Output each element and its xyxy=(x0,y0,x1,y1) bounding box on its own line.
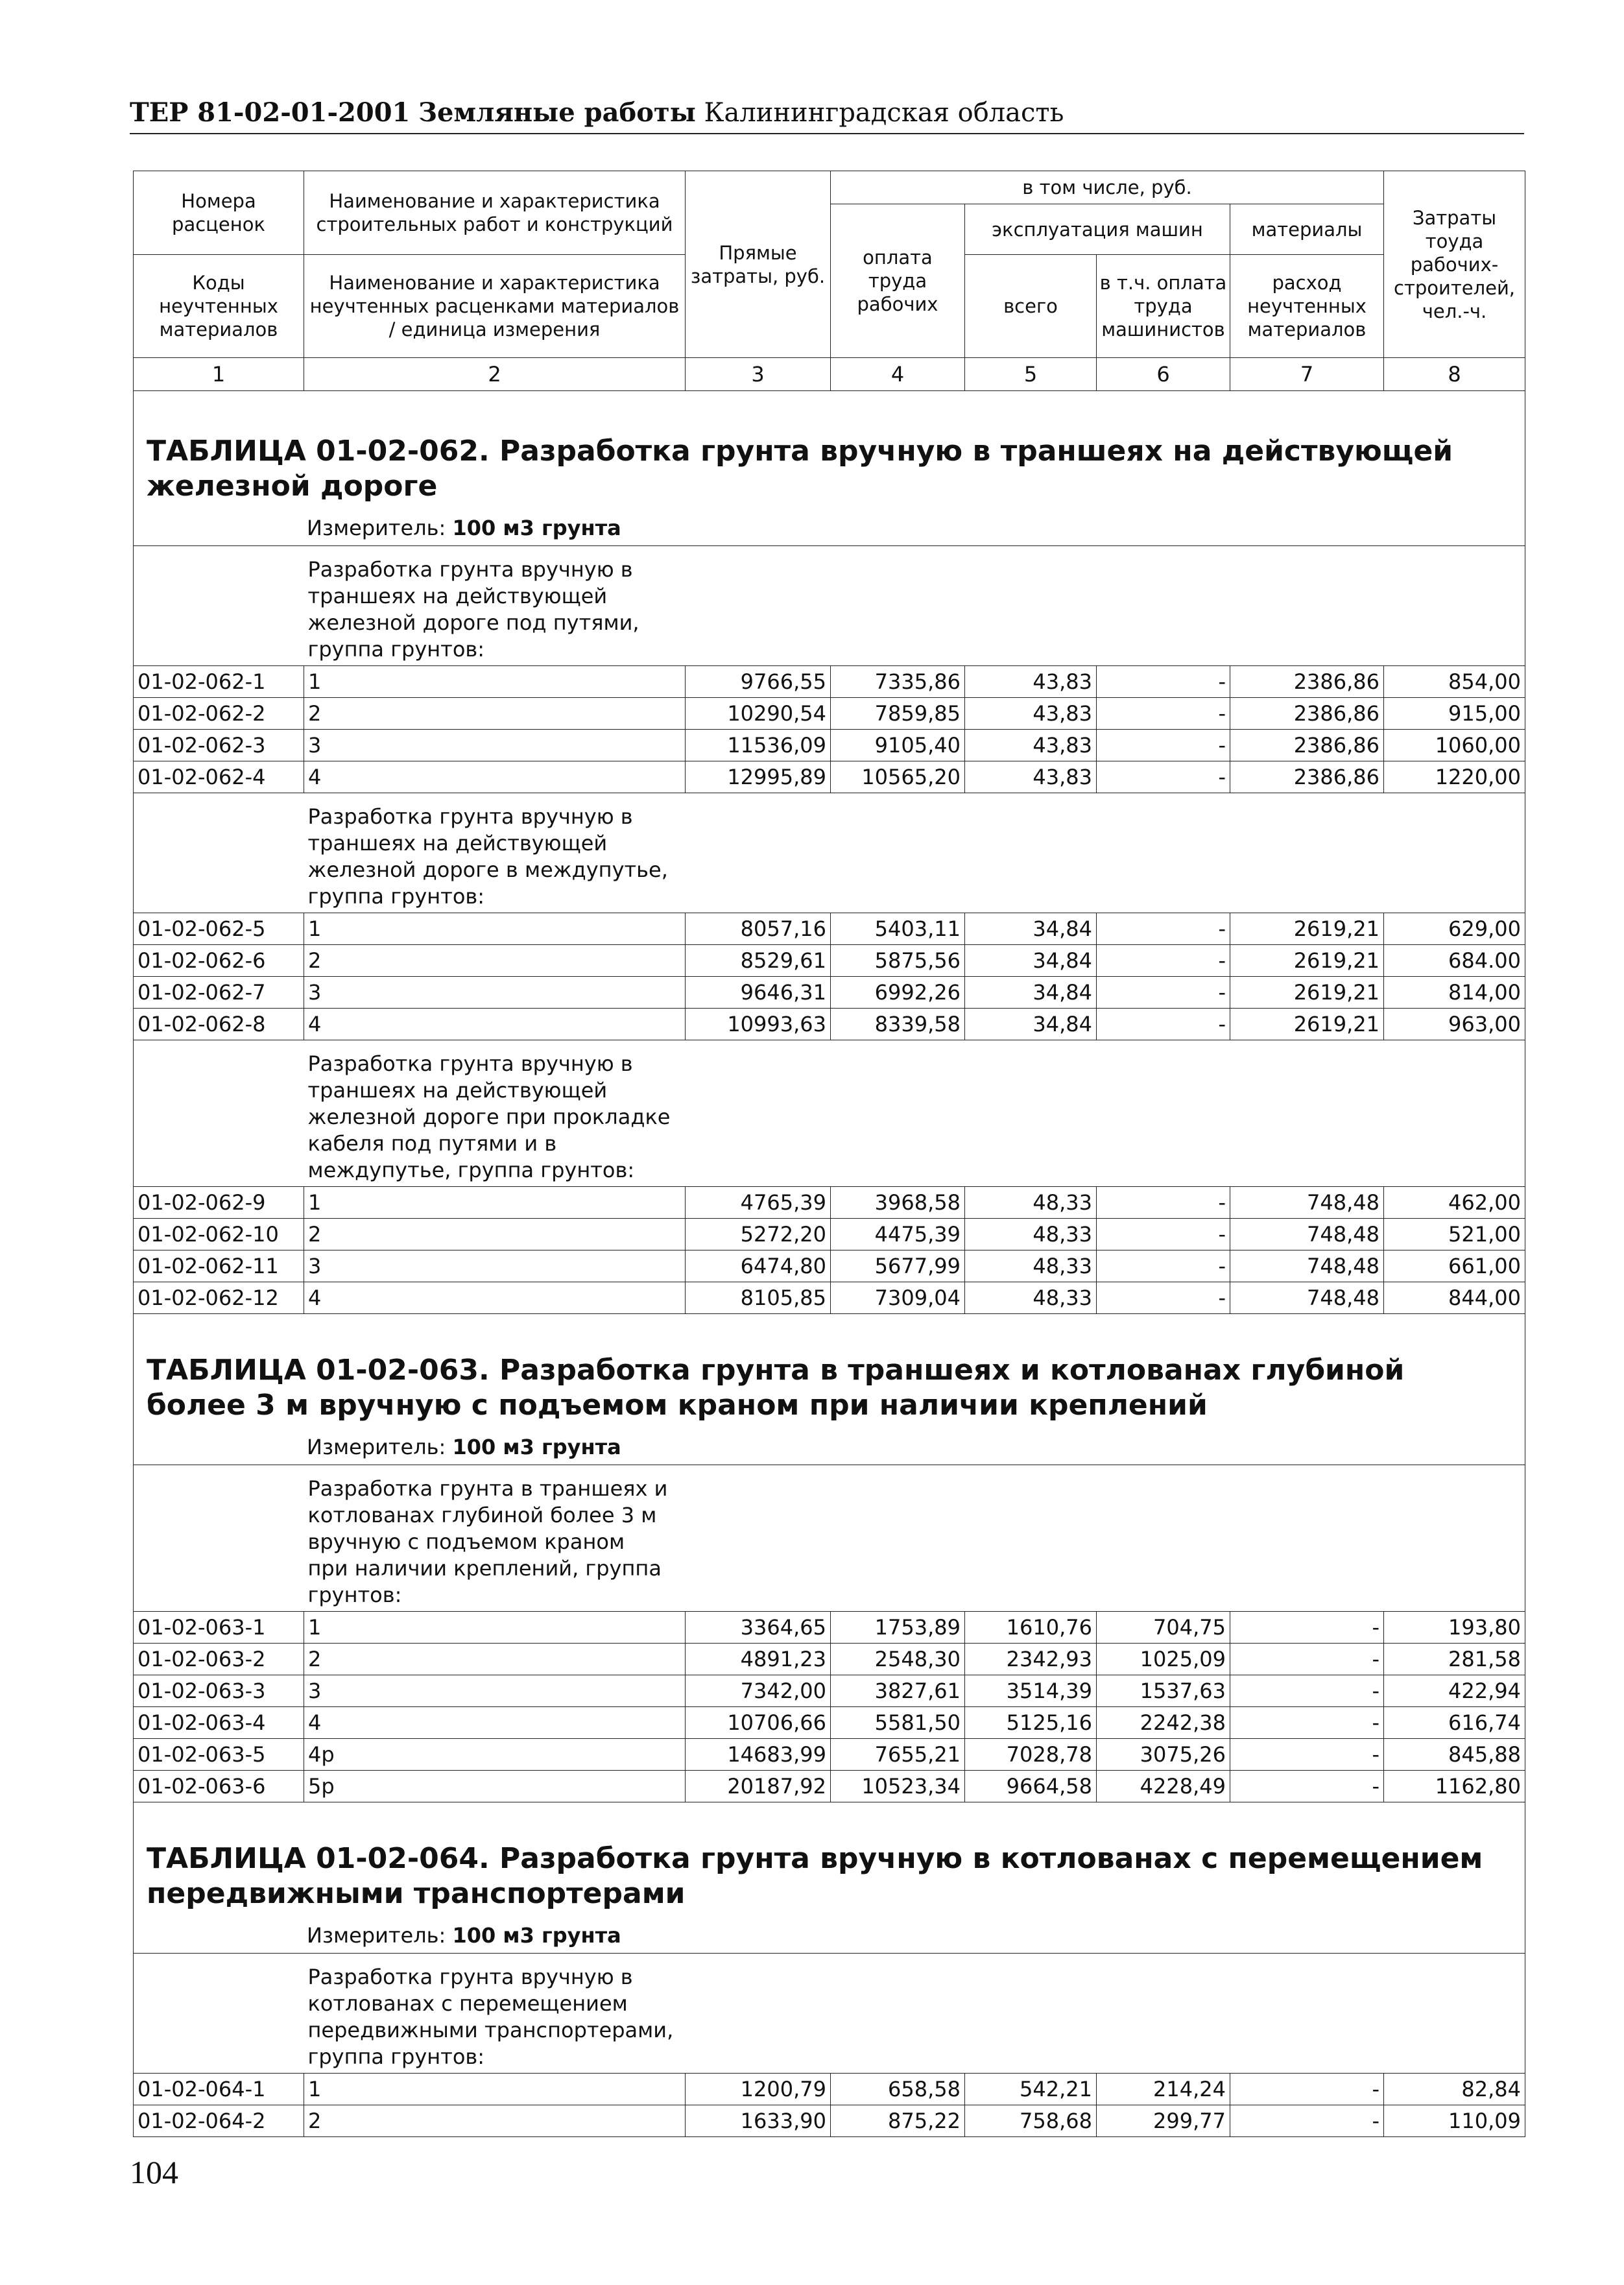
rate-code: 01-02-063-2 xyxy=(134,1644,304,1675)
value-cell: 4228,49 xyxy=(1097,1771,1230,1802)
value-cell: 10565,20 xyxy=(831,761,965,793)
empty-cell xyxy=(134,1954,304,2074)
description-line: группа грунтов: xyxy=(307,637,485,662)
value-cell: 2619,21 xyxy=(1230,977,1384,1009)
rate-code: 01-02-063-1 xyxy=(134,1612,304,1644)
table-row xyxy=(134,1219,1525,1250)
group-description-row xyxy=(134,1465,1525,1612)
value-cell: - xyxy=(1097,730,1230,761)
measure-value: 100 м3 грунта xyxy=(452,516,621,540)
rate-code: 01-02-062-3 xyxy=(134,730,304,761)
value-cell: 963,00 xyxy=(1384,1009,1525,1040)
col1-top-label: Номера расценок xyxy=(134,171,304,255)
group-description-row xyxy=(134,1954,1525,2074)
section-title-row xyxy=(134,1802,1525,1919)
description-line: железной дороге под путями, xyxy=(307,610,639,635)
rate-code: 01-02-062-11 xyxy=(134,1250,304,1282)
soil-group: 3 xyxy=(304,1250,686,1282)
value-cell: 2386,86 xyxy=(1230,698,1384,730)
value-cell: 542,21 xyxy=(965,2074,1097,2105)
table-row xyxy=(134,1250,1525,1282)
column-number: 6 xyxy=(1097,358,1230,391)
table-row xyxy=(134,1612,1525,1644)
table-row xyxy=(134,977,1525,1009)
value-cell: 7335,86 xyxy=(831,666,965,698)
value-cell: 875,22 xyxy=(831,2105,965,2137)
table-row xyxy=(134,1739,1525,1771)
column-number: 3 xyxy=(686,358,831,391)
value-cell: 1610,76 xyxy=(965,1612,1097,1644)
table-row xyxy=(134,1771,1525,1802)
measure-label: Измеритель: xyxy=(307,1435,446,1459)
description-line: железной дороге при прокладке xyxy=(307,1105,671,1129)
value-cell: 5677,99 xyxy=(831,1250,965,1282)
value-cell: 1753,89 xyxy=(831,1612,965,1644)
value-cell: - xyxy=(1097,1009,1230,1040)
rate-code: 01-02-064-2 xyxy=(134,2105,304,2137)
col4-label: оплата труда рабочих xyxy=(831,204,965,358)
value-cell: 3364,65 xyxy=(686,1612,831,1644)
soil-group: 1 xyxy=(304,1187,686,1219)
value-cell: 7859,85 xyxy=(831,698,965,730)
empty-cell xyxy=(134,793,304,913)
value-cell: 9646,31 xyxy=(686,977,831,1009)
value-cell: 5581,50 xyxy=(831,1707,965,1739)
table-row xyxy=(134,1675,1525,1707)
description-line: Разработка грунта в траншеях и xyxy=(307,1476,668,1501)
value-cell: 5403,11 xyxy=(831,913,965,945)
measure-unit xyxy=(134,510,1525,546)
soil-group: 2 xyxy=(304,945,686,977)
value-cell: 34,84 xyxy=(965,1009,1097,1040)
description-line: котлованах с перемещением xyxy=(307,1991,628,2016)
value-cell: 6474,80 xyxy=(686,1250,831,1282)
value-cell: 4765,39 xyxy=(686,1187,831,1219)
value-cell: 14683,99 xyxy=(686,1739,831,1771)
value-cell: 7028,78 xyxy=(965,1739,1097,1771)
col2-top-label: Наименование и характеристика строительных работ и конструкций xyxy=(304,171,686,255)
value-cell: 3968,58 xyxy=(831,1187,965,1219)
soil-group: 3 xyxy=(304,730,686,761)
col6-label: в т.ч. оплата труда машинистов xyxy=(1097,255,1230,358)
description-line: междупутье, группа грунтов: xyxy=(307,1158,635,1182)
table-row xyxy=(134,761,1525,793)
value-cell: 82,84 xyxy=(1384,2074,1525,2105)
table-row xyxy=(134,1187,1525,1219)
rate-code: 01-02-063-3 xyxy=(134,1675,304,1707)
value-cell: 1025,09 xyxy=(1097,1644,1230,1675)
soil-group: 2 xyxy=(304,1644,686,1675)
column-number: 1 xyxy=(134,358,304,391)
rate-code: 01-02-063-4 xyxy=(134,1707,304,1739)
column-numbers-row xyxy=(134,358,1525,391)
value-cell: 2342,93 xyxy=(965,1644,1097,1675)
table-row xyxy=(134,2074,1525,2105)
soil-group: 4 xyxy=(304,1282,686,1314)
value-cell: 616,74 xyxy=(1384,1707,1525,1739)
value-cell: 422,94 xyxy=(1384,1675,1525,1707)
rate-code: 01-02-062-2 xyxy=(134,698,304,730)
rate-code: 01-02-062-4 xyxy=(134,761,304,793)
rate-code: 01-02-062-1 xyxy=(134,666,304,698)
value-cell: 34,84 xyxy=(965,945,1097,977)
rate-code: 01-02-063-6 xyxy=(134,1771,304,1802)
value-cell: 5875,56 xyxy=(831,945,965,977)
value-cell: 2386,86 xyxy=(1230,666,1384,698)
value-cell: 48,33 xyxy=(965,1282,1097,1314)
column-number: 8 xyxy=(1384,358,1525,391)
description-line: Разработка грунта вручную в xyxy=(307,557,633,582)
group-description-row xyxy=(134,546,1525,666)
section-title: ТАБЛИЦА 01-02-062. Разработка грунта вручную в траншеях на действующей железной дороге xyxy=(134,391,1525,511)
measure-row xyxy=(134,1430,1525,1465)
value-cell: - xyxy=(1230,2105,1384,2137)
section-title-row xyxy=(134,391,1525,511)
value-cell: 281,58 xyxy=(1384,1644,1525,1675)
value-cell: - xyxy=(1097,1219,1230,1250)
col5-label: всего xyxy=(965,255,1097,358)
value-cell: 2619,21 xyxy=(1230,913,1384,945)
value-cell: 8529,61 xyxy=(686,945,831,977)
table-row xyxy=(134,945,1525,977)
soil-group: 2 xyxy=(304,2105,686,2137)
column-number: 5 xyxy=(965,358,1097,391)
description-line: Разработка грунта вручную в xyxy=(307,1965,633,1989)
description-line: траншеях на действующей xyxy=(307,584,608,608)
value-cell: 43,83 xyxy=(965,698,1097,730)
col2-bottom-label: Наименование и характеристика неучтенных расценками материалов / единица измерения xyxy=(304,255,686,358)
value-cell: 48,33 xyxy=(965,1219,1097,1250)
description-line: котлованах глубиной более 3 м xyxy=(307,1503,657,1527)
group-description-row xyxy=(134,1040,1525,1187)
description-line: передвижными транспортерами, xyxy=(307,2018,674,2042)
rate-code: 01-02-062-9 xyxy=(134,1187,304,1219)
value-cell: 4475,39 xyxy=(831,1219,965,1250)
table-row xyxy=(134,1644,1525,1675)
soil-group: 1 xyxy=(304,913,686,945)
value-cell: 8057,16 xyxy=(686,913,831,945)
value-cell: - xyxy=(1230,1739,1384,1771)
value-cell: 748,48 xyxy=(1230,1219,1384,1250)
table-row xyxy=(134,913,1525,945)
value-cell: 814,00 xyxy=(1384,977,1525,1009)
value-cell: 845,88 xyxy=(1384,1739,1525,1771)
value-cell: 10706,66 xyxy=(686,1707,831,1739)
description-line: группа грунтов: xyxy=(307,884,485,909)
value-cell: 2548,30 xyxy=(831,1644,965,1675)
soil-group: 4р xyxy=(304,1739,686,1771)
group-including-label: в том числе, руб. xyxy=(831,171,1384,204)
value-cell: 915,00 xyxy=(1384,698,1525,730)
rates-table xyxy=(133,171,1525,2137)
table-row xyxy=(134,730,1525,761)
value-cell: 6992,26 xyxy=(831,977,965,1009)
description-line: при наличии креплений, группа xyxy=(307,1556,662,1581)
value-cell: 1060,00 xyxy=(1384,730,1525,761)
value-cell: - xyxy=(1097,945,1230,977)
measure-unit xyxy=(134,1430,1525,1465)
value-cell: 1633,90 xyxy=(686,2105,831,2137)
value-cell: 7655,21 xyxy=(831,1739,965,1771)
col7-label: расход неучтенных материалов xyxy=(1230,255,1384,358)
value-cell: 661,00 xyxy=(1384,1250,1525,1282)
value-cell: 3075,26 xyxy=(1097,1739,1230,1771)
value-cell: 748,48 xyxy=(1230,1250,1384,1282)
value-cell: 110,09 xyxy=(1384,2105,1525,2137)
value-cell: 2619,21 xyxy=(1230,1009,1384,1040)
value-cell: 12995,89 xyxy=(686,761,831,793)
value-cell: - xyxy=(1230,1675,1384,1707)
section-title: ТАБЛИЦА 01-02-063. Разработка грунта в траншеях и котлованах глубиной более 3 м вручную с подъемом краном при наличии креплений xyxy=(134,1314,1525,1430)
description-line: траншеях на действующей xyxy=(307,831,608,855)
value-cell: 48,33 xyxy=(965,1250,1097,1282)
soil-group: 2 xyxy=(304,698,686,730)
table-row xyxy=(134,698,1525,730)
col8-label: Затраты тоуда рабочих-строителей, чел.-ч. xyxy=(1384,171,1525,358)
value-cell: 748,48 xyxy=(1230,1187,1384,1219)
description-line: Разработка грунта вручную в xyxy=(307,1051,633,1076)
value-cell: 5272,20 xyxy=(686,1219,831,1250)
group-description xyxy=(304,793,1525,913)
value-cell: 3827,61 xyxy=(831,1675,965,1707)
rate-code: 01-02-063-5 xyxy=(134,1739,304,1771)
page-number: 104 xyxy=(130,2154,178,2190)
rate-code: 01-02-062-6 xyxy=(134,945,304,977)
value-cell: 462,00 xyxy=(1384,1187,1525,1219)
column-number: 2 xyxy=(304,358,686,391)
value-cell: 299,77 xyxy=(1097,2105,1230,2137)
value-cell: - xyxy=(1097,666,1230,698)
value-cell: 11536,09 xyxy=(686,730,831,761)
value-cell: 5125,16 xyxy=(965,1707,1097,1739)
group-description xyxy=(304,1465,1525,1612)
table-row xyxy=(134,666,1525,698)
value-cell: 9105,40 xyxy=(831,730,965,761)
description-line: группа грунтов: xyxy=(307,2044,485,2069)
value-cell: 844,00 xyxy=(1384,1282,1525,1314)
value-cell: 2619,21 xyxy=(1230,945,1384,977)
column-number: 7 xyxy=(1230,358,1384,391)
value-cell: 9664,58 xyxy=(965,1771,1097,1802)
value-cell: - xyxy=(1097,1250,1230,1282)
doc-code: ТЕР 81-02-01-2001 xyxy=(130,97,411,128)
value-cell: 10290,54 xyxy=(686,698,831,730)
soil-group: 5р xyxy=(304,1771,686,1802)
value-cell: 704,75 xyxy=(1097,1612,1230,1644)
value-cell: - xyxy=(1097,761,1230,793)
value-cell: 7342,00 xyxy=(686,1675,831,1707)
value-cell: - xyxy=(1230,1707,1384,1739)
soil-group: 3 xyxy=(304,977,686,1009)
value-cell: 2386,86 xyxy=(1230,761,1384,793)
rate-code: 01-02-062-5 xyxy=(134,913,304,945)
description-line: вручную с подъемом краном xyxy=(307,1529,625,1554)
value-cell: 2242,38 xyxy=(1097,1707,1230,1739)
description-line: кабеля под путями и в xyxy=(307,1131,557,1156)
col1-bottom-label: Коды неучтенных материалов xyxy=(134,255,304,358)
table-row xyxy=(134,1009,1525,1040)
soil-group: 1 xyxy=(304,1612,686,1644)
value-cell: 214,24 xyxy=(1097,2074,1230,2105)
empty-cell xyxy=(134,1465,304,1612)
rate-code: 01-02-062-12 xyxy=(134,1282,304,1314)
soil-group: 4 xyxy=(304,1707,686,1739)
table-row xyxy=(134,1282,1525,1314)
section-title: ТАБЛИЦА 01-02-064. Разработка грунта вручную в котлованах с перемещением передвижными транспортерами xyxy=(134,1802,1525,1919)
measure-label: Измеритель: xyxy=(307,516,446,540)
section-title-row xyxy=(134,1314,1525,1430)
value-cell: 658,58 xyxy=(831,2074,965,2105)
value-cell: 1200,79 xyxy=(686,2074,831,2105)
value-cell: 1537,63 xyxy=(1097,1675,1230,1707)
value-cell: - xyxy=(1097,1187,1230,1219)
measure-row xyxy=(134,1918,1525,1954)
value-cell: 34,84 xyxy=(965,977,1097,1009)
measure-label: Измеритель: xyxy=(307,1923,446,1948)
value-cell: - xyxy=(1097,698,1230,730)
value-cell: - xyxy=(1097,977,1230,1009)
rate-code: 01-02-062-8 xyxy=(134,1009,304,1040)
soil-group: 1 xyxy=(304,666,686,698)
value-cell: 7309,04 xyxy=(831,1282,965,1314)
value-cell: 1220,00 xyxy=(1384,761,1525,793)
measure-unit xyxy=(134,1918,1525,1954)
soil-group: 4 xyxy=(304,761,686,793)
doc-subject: Земляные работы xyxy=(418,97,696,128)
soil-group: 3 xyxy=(304,1675,686,1707)
measure-row xyxy=(134,510,1525,546)
soil-group: 2 xyxy=(304,1219,686,1250)
value-cell: 2386,86 xyxy=(1230,730,1384,761)
value-cell: - xyxy=(1097,913,1230,945)
description-line: траншеях на действующей xyxy=(307,1078,608,1103)
value-cell: 3514,39 xyxy=(965,1675,1097,1707)
empty-cell xyxy=(134,1040,304,1187)
soil-group: 4 xyxy=(304,1009,686,1040)
table-row xyxy=(134,1707,1525,1739)
rate-code: 01-02-062-7 xyxy=(134,977,304,1009)
value-cell: - xyxy=(1097,1282,1230,1314)
value-cell: 34,84 xyxy=(965,913,1097,945)
value-cell: 43,83 xyxy=(965,666,1097,698)
group-description xyxy=(304,1954,1525,2074)
soil-group: 1 xyxy=(304,2074,686,2105)
measure-value: 100 м3 грунта xyxy=(452,1435,621,1459)
page-header xyxy=(130,97,1524,134)
value-cell: 43,83 xyxy=(965,730,1097,761)
value-cell: 20187,92 xyxy=(686,1771,831,1802)
value-cell: 1162,80 xyxy=(1384,1771,1525,1802)
group-description xyxy=(304,546,1525,666)
column-number: 4 xyxy=(831,358,965,391)
table-row xyxy=(134,2105,1525,2137)
rate-code: 01-02-062-10 xyxy=(134,1219,304,1250)
value-cell: 629,00 xyxy=(1384,913,1525,945)
rate-code: 01-02-064-1 xyxy=(134,2074,304,2105)
group-materials-label: материалы xyxy=(1230,204,1384,255)
value-cell: - xyxy=(1230,1644,1384,1675)
group-description-row xyxy=(134,793,1525,913)
value-cell: 43,83 xyxy=(965,761,1097,793)
value-cell: 4891,23 xyxy=(686,1644,831,1675)
value-cell: 10993,63 xyxy=(686,1009,831,1040)
value-cell: 193,80 xyxy=(1384,1612,1525,1644)
value-cell: - xyxy=(1230,2074,1384,2105)
description-line: грунтов: xyxy=(307,1583,402,1607)
value-cell: 9766,55 xyxy=(686,666,831,698)
value-cell: - xyxy=(1230,1612,1384,1644)
value-cell: 758,68 xyxy=(965,2105,1097,2137)
value-cell: 10523,34 xyxy=(831,1771,965,1802)
description-line: железной дороге в междупутье, xyxy=(307,857,668,882)
value-cell: 748,48 xyxy=(1230,1282,1384,1314)
value-cell: 8105,85 xyxy=(686,1282,831,1314)
value-cell: 48,33 xyxy=(965,1187,1097,1219)
value-cell: 521,00 xyxy=(1384,1219,1525,1250)
value-cell: - xyxy=(1230,1771,1384,1802)
description-line: Разработка грунта вручную в xyxy=(307,804,633,829)
group-description xyxy=(304,1040,1525,1187)
col3-label: Прямые затраты, руб. xyxy=(686,171,831,358)
measure-value: 100 м3 грунта xyxy=(452,1923,621,1948)
value-cell: 684.00 xyxy=(1384,945,1525,977)
empty-cell xyxy=(134,546,304,666)
doc-region: Калининградская область xyxy=(704,98,1064,128)
group-machines-label: эксплуатация машин xyxy=(965,204,1230,255)
header-row-1 xyxy=(134,171,1525,204)
value-cell: 8339,58 xyxy=(831,1009,965,1040)
value-cell: 854,00 xyxy=(1384,666,1525,698)
